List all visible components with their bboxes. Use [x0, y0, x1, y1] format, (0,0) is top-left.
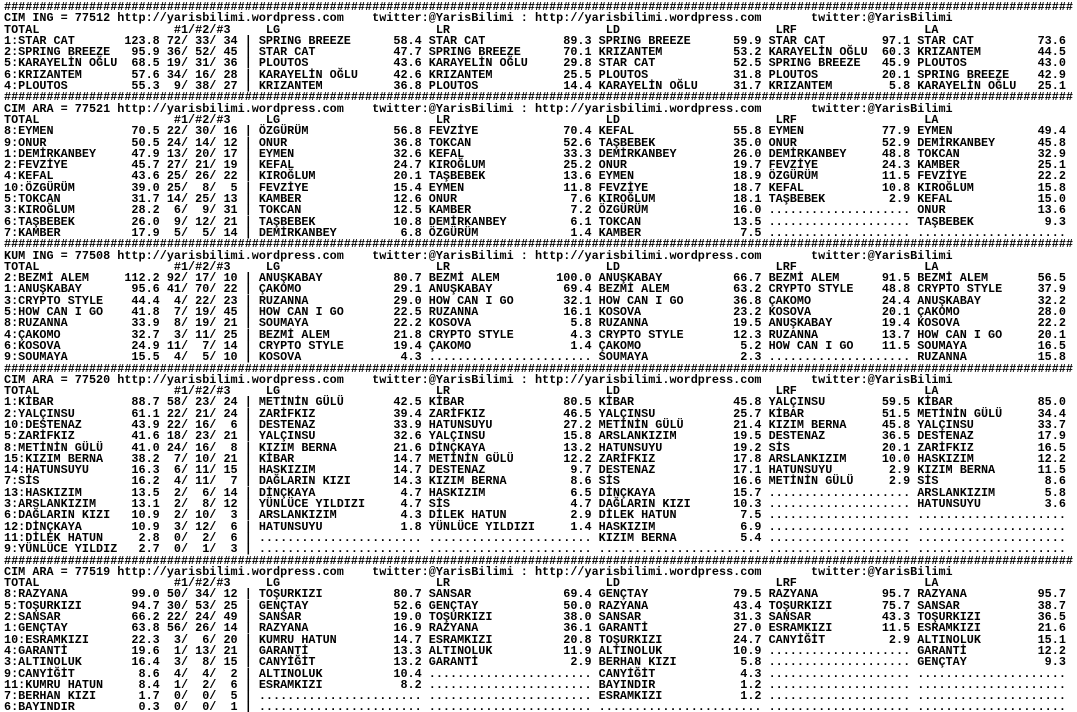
section-cim-ara-77521 [4, 92, 1077, 239]
table-row: 11:KUMRU HATUN 8.4 1/ 2/ 6 | ESRAMKIZI 8.2 ....................... BAYINDIR 1.2 .................... ..................... [4, 677, 1066, 692]
table-row: 8:EYMEN 70.5 22/ 30/ 16 | ÖZGÜRÜM 56.8 FEVZİYE 70.4 KEFAL 55.8 EYMEN 77.9 EYMEN 49.4 [4, 124, 1066, 139]
table-row: 3:KIROĞLUM 28.2 6/ 9/ 31 | TOKCAN 12.5 KAMBER 7.2 ÖZGÜRÜM 16.0 .................... ONUR 13.6 [4, 203, 1066, 218]
column-headers: TOTAL #1/#2/#3 LG LR LD LRF LA [4, 576, 1066, 591]
column-headers: TOTAL #1/#2/#3 LG LR LD LRF LA [4, 259, 1066, 274]
section-divider: ####################################################################################################################################################### [4, 553, 1073, 568]
table-row: 2:BEZMİ ALEM 112.2 92/ 17/ 10 | ANUŞKABAY 80.7 BEZMİ ALEM 100.0 ANUŞKABAY 66.7 BEZMİ ALEM 91.5 BEZMİ ALEM 56.5 [4, 271, 1066, 286]
section-header: CIM ARA = 77521 http://yarisbilimi.wordpress.com twitter:@YarisBilimi : http://yarisbilimi.wordpress.com twitter:@YarisBilimi [4, 101, 953, 116]
table-row: 3:ALTINOLUK 16.4 3/ 8/ 15 | CANYİĞİT 13.2 GARANTİ 2.9 BERHAN KIZI 5.8 .................... GENÇTAY 9.3 [4, 655, 1066, 670]
table-row: 14:HATUNSUYU 16.3 6/ 11/ 15 | HASKIZIM 14.7 DESTENAZ 9.7 DESTENAZ 17.1 HATUNSUYU 2.9 KIZIM BERNA 11.5 [4, 463, 1066, 478]
table-row: 5:ZARİFKIZ 41.6 18/ 23/ 21 | YALÇINSU 32.6 YALÇINSU 15.8 ARSLANKIZIM 19.5 DESTENAZ 36.5 DESTENAZ 17.9 [4, 429, 1066, 444]
table-row: 10:ÖZGÜRÜM 39.0 25/ 8/ 5 | FEVZİYE 15.4 EYMEN 11.8 FEVZİYE 18.7 KEFAL 10.8 KIROĞLUM 15.8 [4, 180, 1066, 195]
table-row: 12:DİNÇKAYA 10.9 3/ 12/ 6 | HATUNSUYU 1.8 YÜNLÜCE YILDIZI 1.4 HASKIZIM 6.9 .................... ..................... [4, 519, 1066, 534]
table-row: 2:YALÇINSU 61.1 22/ 21/ 24 | ZARİFKIZ 39.4 ZARİFKIZ 46.5 YALÇINSU 25.7 KİBAR 51.5 METİNİN GÜLÜ 34.4 [4, 406, 1066, 421]
table-row: 8:RUZANNA 33.9 8/ 19/ 21 | SOUMAYA 22.2 KOSOVA 5.8 RUZANNA 19.5 ANUŞKABAY 19.4 KOSOVA 22.2 [4, 316, 1066, 331]
section-kum-ing-77508 [4, 239, 1077, 363]
column-headers: TOTAL #1/#2/#3 LG LR LD LRF LA [4, 22, 1066, 37]
table-row: 4:ÇAKOMO 32.7 3/ 11/ 25 | BEZMİ ALEM 21.8 CRYPTO STYLE 4.3 CRYPTO STYLE 12.3 RUZANNA 13.7 HOW CAN I GO 20.1 [4, 327, 1066, 342]
table-row: 6:KOSOVA 24.9 11/ 7/ 14 | CRYPTO STYLE 19.4 ÇAKOMO 1.4 ÇAKOMO 5.2 HOW CAN I GO 11.5 SOUMAYA 16.5 [4, 338, 1066, 353]
section-header: CIM ING = 77512 http://yarisbilimi.wordpress.com twitter:@YarisBilimi : http://yarisbilimi.wordpress.com twitter:@YarisBilimi [4, 11, 953, 26]
table-row: 9:SOUMAYA 15.5 4/ 5/ 10 | KOSOVA 4.3 ....................... SOUMAYA 2.3 .................... RUZANNA 15.8 [4, 350, 1066, 365]
section-divider: ####################################################################################################################################################### [4, 90, 1073, 105]
table-row: 6:KRIZANTEM 57.6 34/ 16/ 28 | KARAYELİN OĞLU 42.6 KRIZANTEM 25.5 PLOUTOS 31.8 PLOUTOS 20.1 SPRING BREEZE 42.9 [4, 67, 1066, 82]
table-row: 6:DAĞLARIN KIZI 10.9 2/ 10/ 3 | ARSLANKIZIM 4.3 DİLEK HATUN 2.9 DİLEK HATUN 7.5 .................... ..................... [4, 508, 1066, 523]
table-row: 7:SİS 16.2 4/ 11/ 7 | DAĞLARIN KIZI 14.3 KIZIM BERNA 8.6 SİS 16.6 METİNİN GÜLÜ 2.9 SİS 8.6 [4, 474, 1066, 489]
table-row: 5:TOŞURKIZI 94.7 30/ 53/ 25 | GENÇTAY 52.6 GENÇTAY 50.0 RAZYANA 43.4 TOŞURKIZI 75.7 SANSAR 38.7 [4, 598, 1066, 613]
table-row: 9:ONUR 50.5 24/ 14/ 12 | ONUR 36.8 TOKCAN 52.6 TAŞBEBEK 35.0 ONUR 52.9 DEMİRKANBEY 45.8 [4, 135, 1066, 150]
table-row: 6:BAYINDIR 0.3 0/ 0/ 1 | ....................... ....................... ....................... .................... ..................... [4, 700, 1066, 712]
section-cim-ara-77519 [4, 553, 1077, 712]
section-header: KUM ING = 77508 http://yarisbilimi.wordpress.com twitter:@YarisBilimi : http://yarisbilimi.wordpress.com twitter:@YarisBilimi [4, 248, 953, 263]
section-cim-ara-77520 [4, 361, 1077, 557]
table-row: 6:TAŞBEBEK 26.0 9/ 12/ 21 | TAŞBEBEK 10.8 DEMİRKANBEY 6.1 TOKCAN 13.5 .................... TAŞBEBEK 9.3 [4, 214, 1066, 229]
section-divider: ####################################################################################################################################################### [4, 0, 1073, 14]
table-row: 1:DEMİRKANBEY 47.9 13/ 20/ 17 | EYMEN 32.6 KEFAL 33.3 DEMİRKANBEY 26.0 DEMİRKANBEY 48.8 TOKCAN 32.9 [4, 146, 1066, 161]
table-row: 4:KEFAL 43.6 25/ 26/ 22 | KIROĞLUM 20.1 TAŞBEBEK 13.6 EYMEN 18.9 ÖZGÜRÜM 11.5 FEVZİYE 22.2 [4, 169, 1066, 184]
table-row: 1:STAR CAT 123.8 72/ 33/ 34 | SPRING BREEZE 58.4 STAR CAT 89.3 SPRING BREEZE 59.9 STAR CAT 97.1 STAR CAT 73.6 [4, 33, 1066, 48]
table-row: 2:SANSAR 66.2 22/ 24/ 49 | SANSAR 19.0 TOŞURKIZI 38.0 SANSAR 31.3 SANSAR 43.3 TOŞURKIZI 36.5 [4, 610, 1066, 625]
table-row: 2:SPRING BREEZE 95.9 36/ 52/ 45 | STAR CAT 47.7 SPRING BREEZE 70.1 KRIZANTEM 53.2 KARAYELİN OĞLU 60.3 KRIZANTEM 44.5 [4, 45, 1066, 60]
section-divider: ####################################################################################################################################################### [4, 361, 1073, 376]
table-row: 15:KIZIM BERNA 38.2 7/ 10/ 21 | KİBAR 14.7 METİNİN GÜLÜ 12.2 ZARİFKIZ 17.8 ARSLANKIZIM 10.0 HASKIZIM 12.2 [4, 451, 1066, 466]
table-row: 13:HASKIZIM 13.5 2/ 6/ 14 | DİNÇKAYA 4.7 HASKIZIM 6.5 DİNÇKAYA 15.7 .................... ARSLANKIZIM 5.8 [4, 485, 1066, 500]
section-divider: ####################################################################################################################################################### [4, 237, 1073, 252]
table-row: 10:DESTENAZ 43.9 22/ 16/ 6 | DESTENAZ 33.9 HATUNSUYU 27.2 METİNİN GÜLÜ 21.4 KIZIM BERNA 45.8 YALÇINSU 33.7 [4, 417, 1066, 432]
table-row: 1:GENÇTAY 63.8 56/ 26/ 14 | RAZYANA 16.9 RAZYANA 36.1 GARANTİ 27.0 ESRAMKIZI 11.5 ESRAMKIZI 21.6 [4, 621, 1066, 636]
section-header: CIM ARA = 77520 http://yarisbilimi.wordpress.com twitter:@YarisBilimi : http://yarisbilimi.wordpress.com twitter:@YarisBilimi [4, 372, 953, 387]
column-headers: TOTAL #1/#2/#3 LG LR LD LRF LA [4, 384, 1066, 399]
table-row: 3:CRYPTO STYLE 44.4 4/ 22/ 23 | RUZANNA 29.0 HOW CAN I GO 32.1 HOW CAN I GO 36.8 ÇAKOMO 24.4 ANUŞKABAY 32.2 [4, 293, 1066, 308]
table-row: 7:KAMBER 17.9 5/ 5/ 14 | DEMİRKANBEY 6.8 ÖZGÜRÜM 1.4 KAMBER 7.5 .................... ..................... [4, 225, 1066, 240]
table-row: 2:FEVZİYE 45.7 27/ 21/ 19 | KEFAL 24.7 KIROĞLUM 25.2 ONUR 19.7 FEVZİYE 24.3 KAMBER 25.1 [4, 158, 1066, 173]
table-row: 8:METİNİN GÜLÜ 41.0 24/ 16/ 8 | KIZIM BERNA 21.6 DİNÇKAYA 13.2 HATUNSUYU 19.2 SİS 20.1 ZARİFKIZ 16.5 [4, 440, 1066, 455]
table-row: 4:PLOUTOS 55.3 9/ 38/ 27 | KRIZANTEM 36.8 PLOUTOS 14.4 KARAYELİN OĞLU 31.7 KRIZANTEM 5.8 KARAYELİN OĞLU 25.1 [4, 79, 1066, 94]
section-cim-ing-77512 [4, 2, 1077, 92]
table-row: 8:RAZYANA 99.0 50/ 34/ 12 | TOŞURKIZI 80.7 SANSAR 69.4 GENÇTAY 79.5 RAZYANA 95.7 RAZYANA 95.7 [4, 587, 1066, 602]
table-row: 1:ANUŞKABAY 95.6 41/ 70/ 22 | ÇAKOMO 29.1 ANUŞKABAY 69.4 BEZMİ ALEM 63.2 CRYPTO STYLE 48.8 CRYPTO STYLE 37.9 [4, 282, 1066, 297]
table-row: 5:TOKCAN 31.7 14/ 25/ 13 | KAMBER 12.6 ONUR 7.6 KIROĞLUM 18.1 TAŞBEBEK 2.9 KEFAL 15.0 [4, 192, 1066, 207]
column-headers: TOTAL #1/#2/#3 LG LR LD LRF LA [4, 112, 1066, 127]
table-row: 7:BERHAN KIZI 1.7 0/ 0/ 5 | ....................... ....................... ESRAMKIZI 1.2 .................... ..................... [4, 689, 1066, 704]
table-row: 4:GARANTİ 19.6 1/ 13/ 21 | GARANTİ 13.3 ALTINOLUK 11.9 ALTINOLUK 10.9 .................... GARANTİ 12.2 [4, 643, 1066, 658]
table-row: 11:DİLEK HATUN 2.8 0/ 2/ 6 | ....................... ....................... KIZIM BERNA 5.4 .................... ..................... [4, 530, 1066, 545]
table-row: 9:YÜNLÜCE YILDIZ 2.7 0/ 1/ 3 | ....................... ....................... ....................... .................... ..................... [4, 542, 1066, 557]
table-row: 5:KARAYELİN OĞLU 68.5 19/ 31/ 36 | PLOUTOS 43.6 KARAYELİN OĞLU 29.8 STAR CAT 52.5 SPRING BREEZE 45.9 PLOUTOS 43.0 [4, 56, 1066, 71]
table-row: 5:HOW CAN I GO 41.8 7/ 19/ 45 | HOW CAN I GO 22.5 RUZANNA 16.1 KOSOVA 23.2 KOSOVA 20.1 ÇAKOMO 28.0 [4, 305, 1066, 320]
table-row: 9:CANYİĞİT 8.6 4/ 4/ 2 | ALTINOLUK 10.4 ....................... CANYİĞİT 4.3 .................... ..................... [4, 666, 1066, 681]
table-row: 1:KİBAR 88.7 58/ 23/ 24 | METİNİN GÜLÜ 42.5 KİBAR 80.5 KİBAR 45.8 YALÇINSU 59.5 KİBAR 85.0 [4, 395, 1066, 410]
table-row: 10:ESRAMKIZI 22.3 3/ 6/ 20 | KUMRU HATUN 14.7 ESRAMKIZI 20.8 TOŞURKIZI 24.7 CANYİĞİT 2.9 ALTINOLUK 15.1 [4, 632, 1066, 647]
section-header: CIM ARA = 77519 http://yarisbilimi.wordpress.com twitter:@YarisBilimi : http://yarisbilimi.wordpress.com twitter:@YarisBilimi [4, 564, 953, 579]
table-row: 3:ARSLANKIZIM 13.1 2/ 8/ 12 | YÜNLÜCE YILDIZI 4.7 SİS 4.7 DAĞLARIN KIZI 10.3 .................... HATUNSUYU 3.6 [4, 497, 1066, 512]
